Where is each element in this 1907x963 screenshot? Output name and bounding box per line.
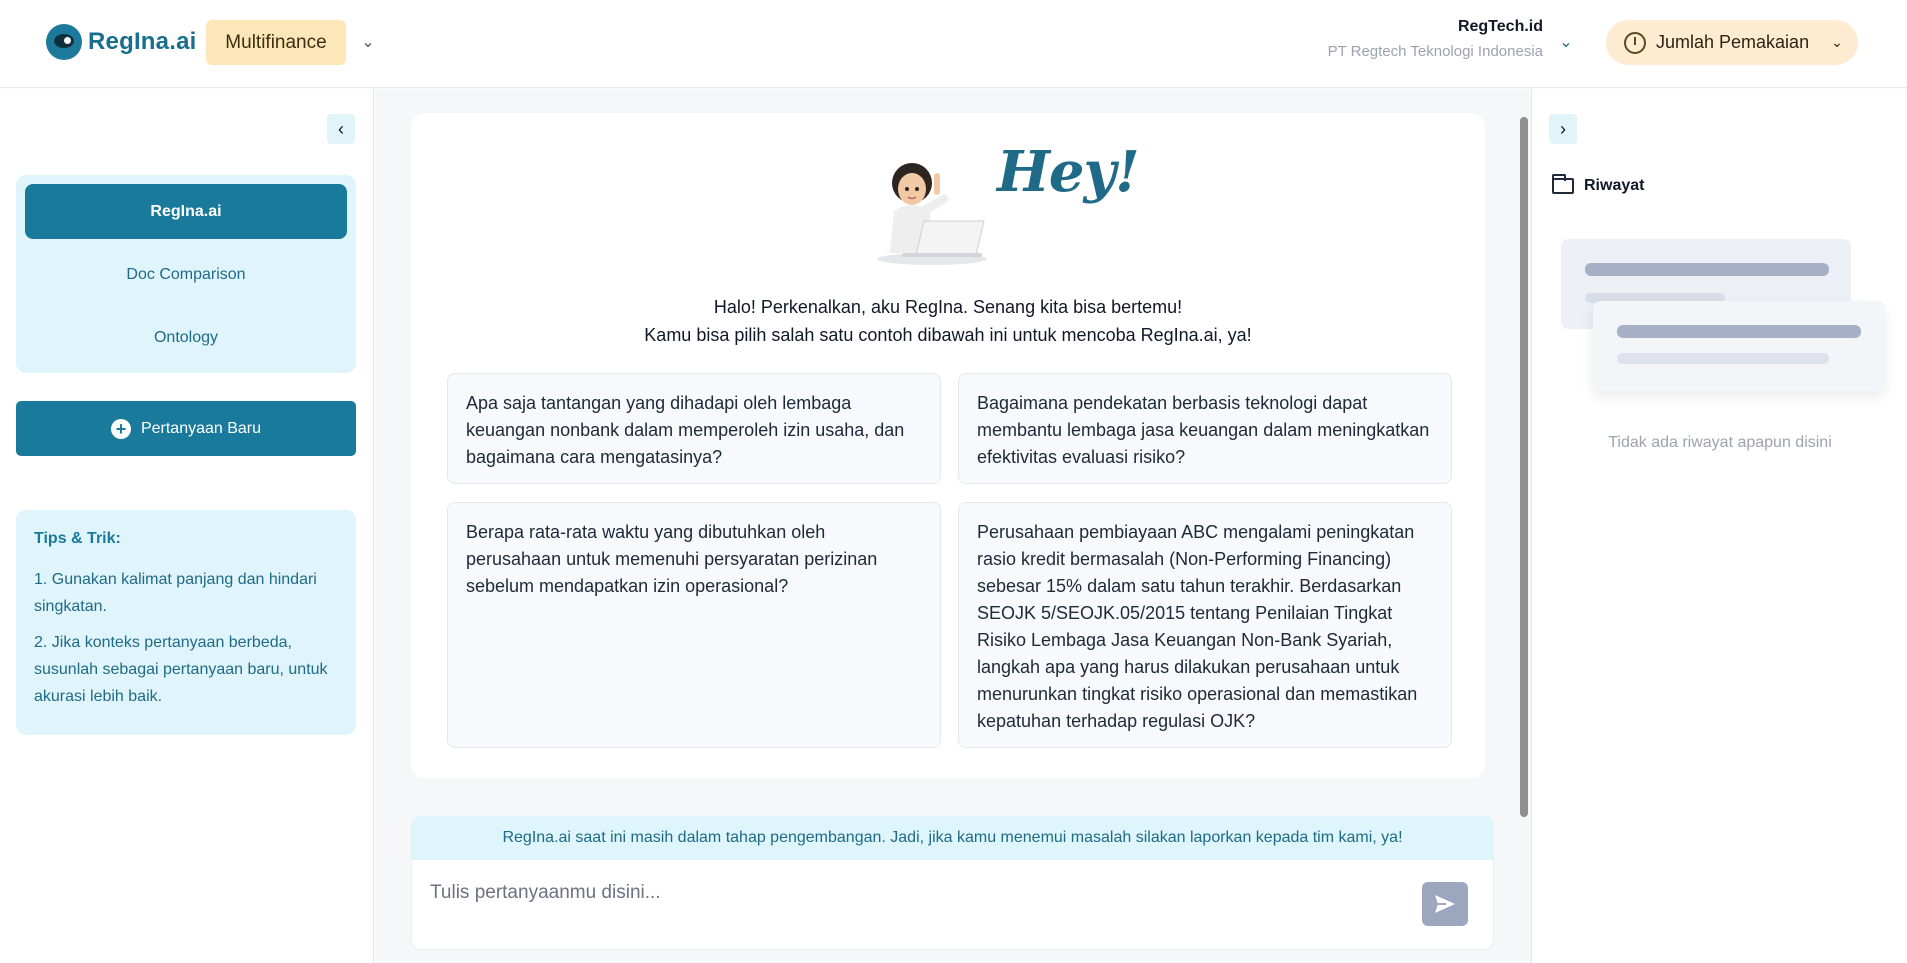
main-content xyxy=(375,89,1531,963)
hey-heading: Hey! xyxy=(997,139,1139,205)
app-logo[interactable] xyxy=(46,24,197,60)
chat-input-area xyxy=(411,860,1494,950)
right-sidebar xyxy=(1531,89,1907,963)
main-scrollbar[interactable] xyxy=(1520,117,1528,817)
greeting-line: Halo! Perkenalkan, aku RegIna. Senang kita bisa bertemu! xyxy=(713,297,1183,317)
nav-item-regina[interactable]: RegIna.ai xyxy=(25,184,347,239)
mascot-illustration xyxy=(872,141,992,271)
nav-item-doc-comparison[interactable]: Doc Comparison xyxy=(126,265,246,283)
question-input[interactable] xyxy=(430,878,1410,908)
greeting-text xyxy=(411,293,1485,349)
empty-history-text: Tidak ada riwayat apapun disini xyxy=(1608,434,1832,451)
org-full-name: PT Regtech Teknologi Indonesia xyxy=(1327,43,1543,60)
history-header xyxy=(1552,177,1644,195)
nav-panel xyxy=(16,175,356,373)
expand-history-button[interactable] xyxy=(1549,114,1577,144)
chevron-down-icon: ⌄ xyxy=(1831,34,1843,50)
placeholder-line xyxy=(1585,263,1829,276)
folder-icon xyxy=(1552,178,1574,194)
placeholder-line xyxy=(1617,325,1861,338)
tip-item: 2. Jika konteks pertanyaan berbeda, susunlah sebagai pertanyaan baru, untuk akurasi lebih baik. xyxy=(34,634,328,705)
top-header xyxy=(0,0,1907,88)
tip-item: 1. Gunakan kalimat panjang dan hindari singkatan. xyxy=(34,571,317,615)
clock-icon xyxy=(1624,32,1646,54)
welcome-card xyxy=(411,113,1485,778)
collapse-sidebar-button[interactable] xyxy=(327,114,355,144)
example-question-card[interactable]: Apa saja tantangan yang dihadapi oleh lembaga keuangan nonbank dalam memperoleh izin usaha, dan bagaimana cara mengatasinya? xyxy=(447,373,941,484)
organization-info xyxy=(1328,18,1543,60)
example-question-card[interactable]: Berapa rata-rata waktu yang dibutuhkan oleh perusahaan untuk memenuhi persyaratan perizinan sebelum mendapatkan izin operasional? xyxy=(447,502,941,748)
send-button[interactable] xyxy=(1422,882,1468,926)
logo-text: RegIna.ai xyxy=(88,28,197,55)
placeholder-line xyxy=(1617,353,1829,364)
new-question-button[interactable] xyxy=(16,401,356,456)
regina-logo-icon xyxy=(46,24,82,60)
greeting-line: Kamu bisa pilih salah satu contoh dibawah ini untuk mencoba RegIna.ai, ya! xyxy=(644,325,1252,345)
tips-title: Tips & Trik: xyxy=(34,530,121,547)
history-title: Riwayat xyxy=(1584,177,1645,194)
plus-icon: + xyxy=(111,419,131,439)
nav-item-ontology[interactable]: Ontology xyxy=(153,328,219,346)
tips-panel xyxy=(16,510,356,735)
development-notice: RegIna.ai saat ini masih dalam tahap pengembangan. Jadi, jika kamu menemui masalah silakan laporkan kepada tim kami, ya! xyxy=(411,816,1494,860)
chevron-left-icon: ‹ xyxy=(338,118,344,139)
example-question-card[interactable]: Bagaimana pendekatan berbasis teknologi dapat membantu lembaga jasa keuangan dalam meningkatkan efektivitas evaluasi risiko? xyxy=(958,373,1452,484)
org-name: RegTech.id xyxy=(1457,18,1543,35)
left-sidebar xyxy=(0,89,374,963)
send-icon xyxy=(1434,894,1456,914)
empty-history-illustration xyxy=(1593,301,1885,391)
chevron-down-icon[interactable]: ⌄ xyxy=(361,34,375,51)
chevron-right-icon: › xyxy=(1560,118,1566,139)
new-question-label: Pertanyaan Baru xyxy=(140,419,262,437)
usage-label: Jumlah Pemakaian xyxy=(1656,32,1810,52)
segment-selector-button[interactable]: Multifinance xyxy=(206,20,346,65)
example-question-card[interactable]: Perusahaan pembiayaan ABC mengalami peningkatan rasio kredit bermasalah (Non-Performing Financing) sebesar 15% dalam satu tahun terakhir. Berdasarkan SEOJK 5/SEOJK.05/2015 tentang Penilaian Tingkat Risiko Lembaga Jasa Keuangan Non-Bank Syariah, langkah apa yang harus dilakukan perusahaan untuk menurunkan tingkat risiko operasional dan memastikan kepatuhan terhadap regulasi OJK? xyxy=(958,502,1452,748)
usage-dropdown-button[interactable] xyxy=(1606,20,1858,65)
chevron-down-icon[interactable]: ⌄ xyxy=(1559,34,1573,51)
